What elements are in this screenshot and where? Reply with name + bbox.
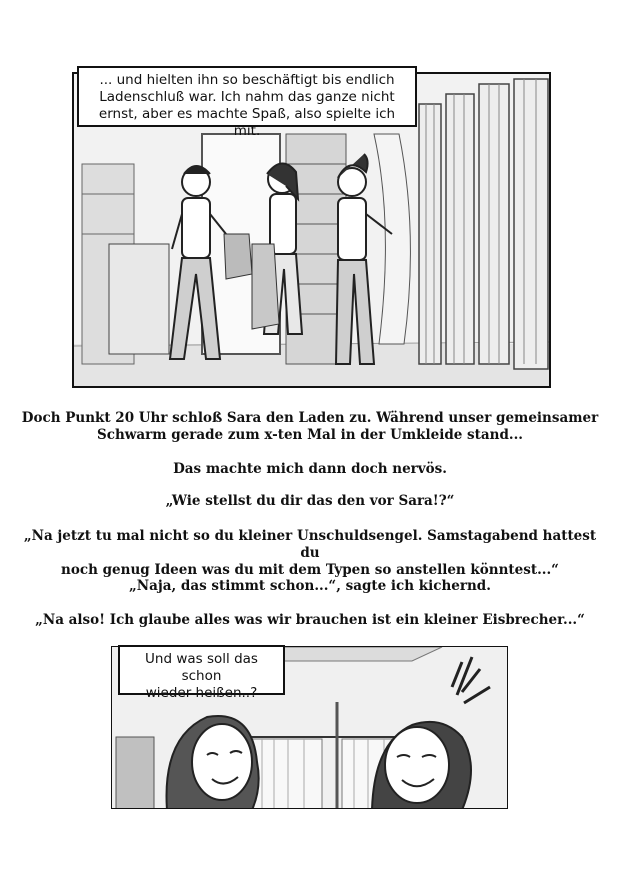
- story-paragraph-6: „Na also! Ich glaube alles was wir brauchen ist ein kleiner Eisbrecher...“: [35, 612, 585, 628]
- caption-box-1: ... und hielten ihn so beschäftigt bis endlich Ladenschluß war. Ich nahm das ganze nicht ernst, aber es machte Spaß, also spielte ich mit.: [77, 66, 417, 127]
- caption-box-2: Und was soll das schon wieder heißen..?: [118, 645, 285, 695]
- story-paragraph-1: Doch Punkt 20 Uhr schloß Sara den Laden zu. Während unser gemeinsamer Schwarm gerade zum x-ten Mal in der Umkleide stand...: [21, 410, 599, 443]
- story-paragraph-2: Das machte mich dann doch nervös.: [173, 461, 447, 477]
- story-paragraph-5: „Naja, das stimmt schon...“, sagte ich kichernd.: [129, 578, 491, 594]
- story-paragraph-4: „Na jetzt tu mal nicht so du kleiner Unschuldsengel. Samstagabend hattest du noch genug Ideen was du mit dem Typen so anstellen könntest...“: [23, 528, 597, 578]
- story-paragraph-3: „Wie stellst du dir das den vor Sara!?“: [165, 493, 455, 509]
